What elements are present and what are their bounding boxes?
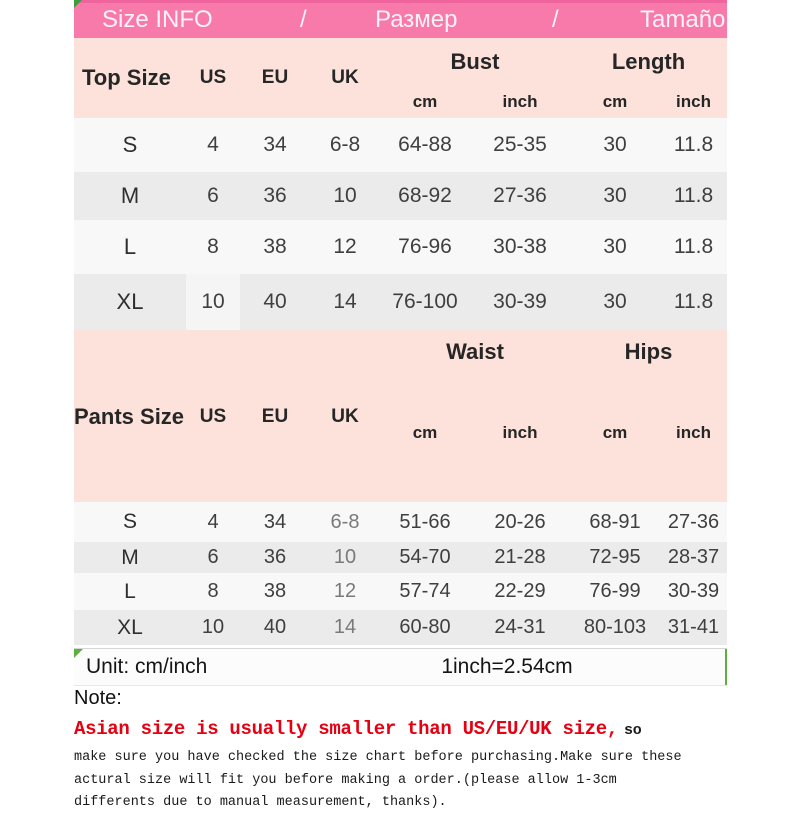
unit-header-cm: cm: [412, 423, 438, 442]
note-highlight: Asian size is usually smaller than US/EU/UK size,: [74, 718, 618, 740]
pants-table-header: [74, 330, 727, 502]
conversion-label: 1inch=2.54cm: [441, 655, 573, 678]
us-cell: 6: [207, 546, 219, 568]
note-highlight-suffix: so: [624, 722, 642, 739]
table-row: [74, 118, 727, 172]
green-corner-mark: [74, 649, 83, 658]
hips-inch-cell: 27-36: [667, 510, 720, 533]
green-border-line: [725, 649, 727, 685]
table-row: [74, 172, 727, 220]
us-cell: 10: [186, 274, 240, 330]
hips-cm-cell: 68-91: [589, 510, 641, 533]
size-cell: S: [122, 132, 138, 157]
us-cell: 8: [207, 580, 219, 602]
eu-cell: 38: [263, 580, 287, 602]
unit-header-inch: inch: [676, 423, 711, 442]
hips-inch-cell: 28-37: [667, 546, 720, 568]
top-table-header: [74, 38, 727, 118]
waist-cm-cell: 51-66: [399, 510, 451, 533]
uk-cell: 12: [333, 580, 357, 602]
table-row: [74, 220, 727, 274]
title-bar: [74, 0, 727, 38]
bust-cm-cell: 76-100: [392, 290, 458, 313]
uk-cell: 10: [333, 184, 357, 207]
eu-cell: 34: [263, 510, 287, 533]
note-highlight-line: [74, 716, 742, 744]
note-block: [74, 686, 742, 815]
hips-inch-cell: 31-41: [667, 616, 720, 638]
title-razmer: Размер: [375, 6, 458, 33]
length-inch-cell: 11.8: [673, 184, 714, 207]
title-size-info: Size INFO: [102, 6, 213, 33]
eu-cell: 36: [263, 184, 287, 207]
waist-cm-cell: 54-70: [399, 546, 451, 568]
size-cell: S: [122, 510, 137, 533]
waist-cm-cell: 60-80: [399, 616, 451, 638]
unit-label: Unit: cm/inch: [86, 655, 208, 678]
unit-header-inch: inch: [502, 91, 538, 111]
group-header-waist: Waist: [446, 339, 504, 364]
uk-cell: 6-8: [329, 133, 361, 156]
table-row: [74, 502, 727, 542]
size-cell: XL: [116, 289, 144, 314]
bust-inch-cell: 30-39: [493, 290, 547, 313]
eu-cell: 34: [263, 133, 287, 156]
uk-cell: 6-8: [330, 510, 360, 533]
us-cell: 10: [201, 616, 225, 638]
note-line: differents due to manual measurement, thanks).: [74, 795, 447, 810]
table-row: [74, 573, 727, 610]
size-cell: XL: [117, 615, 143, 639]
eu-cell: 38: [263, 235, 287, 258]
us-cell: 8: [207, 235, 219, 258]
title-tamano: Tamaño: [640, 6, 726, 33]
waist-inch-cell: 20-26: [494, 510, 546, 533]
hips-inch-cell: 30-39: [667, 580, 720, 602]
us-cell: 4: [207, 133, 219, 156]
col-header-uk: UK: [331, 406, 359, 427]
col-header-us: US: [199, 67, 227, 88]
pants-size-label: Pants Size: [74, 404, 185, 429]
eu-cell: 36: [263, 546, 287, 568]
waist-inch-cell: 22-29: [494, 580, 546, 602]
length-inch-cell: 11.8: [673, 235, 714, 258]
green-corner-mark: [74, 0, 82, 8]
waist-inch-cell: 24-31: [494, 616, 546, 638]
length-cm-cell: 30: [603, 290, 627, 313]
col-header-us: US: [199, 406, 227, 427]
size-cell: L: [123, 234, 137, 259]
us-cell: 6: [207, 184, 219, 207]
length-inch-cell: 11.8: [673, 133, 714, 156]
waist-cm-cell: 57-74: [399, 580, 451, 602]
us-cell: 4: [207, 510, 219, 533]
length-cm-cell: 30: [603, 133, 627, 156]
hips-cm-cell: 80-103: [583, 616, 647, 638]
note-line: make sure you have checked the size chart before purchasing.Make sure these: [74, 750, 682, 765]
bust-inch-cell: 27-36: [493, 184, 547, 207]
top-size-label: Top Size: [82, 65, 171, 90]
size-cell: M: [120, 183, 140, 208]
table-row: [74, 542, 727, 573]
eu-cell: 40: [263, 616, 287, 638]
uk-cell: 14: [333, 290, 357, 313]
length-inch-cell: 11.8: [673, 290, 714, 313]
unit-header-inch: inch: [676, 91, 711, 111]
unit-header-inch: inch: [502, 423, 538, 442]
size-cell: M: [121, 545, 139, 569]
bust-inch-cell: 30-38: [493, 235, 547, 258]
col-header-eu: EU: [261, 67, 289, 88]
bust-cm-cell: 76-96: [398, 235, 452, 258]
size-chart-table: [74, 0, 727, 810]
bust-cm-cell: 64-88: [398, 133, 452, 156]
length-cm-cell: 30: [603, 235, 627, 258]
note-label: Note:: [74, 687, 122, 709]
col-header-eu: EU: [261, 406, 289, 427]
bust-cm-cell: 68-92: [398, 184, 452, 207]
title-separator: /: [552, 6, 559, 33]
unit-header-cm: cm: [412, 91, 438, 111]
group-header-bust: Bust: [450, 48, 500, 74]
size-cell: L: [124, 579, 136, 603]
unit-row: [74, 648, 727, 686]
length-cm-cell: 30: [603, 184, 627, 207]
table-row: [74, 274, 727, 330]
bust-inch-cell: 25-35: [493, 133, 547, 156]
waist-inch-cell: 21-28: [494, 546, 546, 568]
hips-cm-cell: 72-95: [589, 546, 641, 568]
eu-cell: 40: [263, 290, 287, 313]
note-line: actural size will fit you before making a order.(please allow 1-3cm: [74, 772, 617, 788]
col-header-uk: UK: [331, 67, 359, 88]
uk-cell: 10: [333, 546, 357, 568]
uk-cell: 12: [333, 235, 357, 258]
group-header-hips: Hips: [624, 339, 673, 364]
table-row: [74, 610, 727, 645]
uk-cell: 14: [333, 616, 357, 638]
unit-header-cm: cm: [602, 91, 628, 111]
title-separator: /: [300, 6, 307, 33]
unit-header-cm: cm: [602, 423, 628, 442]
pants-table-rows: [74, 502, 727, 645]
group-header-length: Length: [611, 48, 686, 74]
hips-cm-cell: 76-99: [589, 580, 641, 602]
top-table-rows: [74, 118, 727, 330]
